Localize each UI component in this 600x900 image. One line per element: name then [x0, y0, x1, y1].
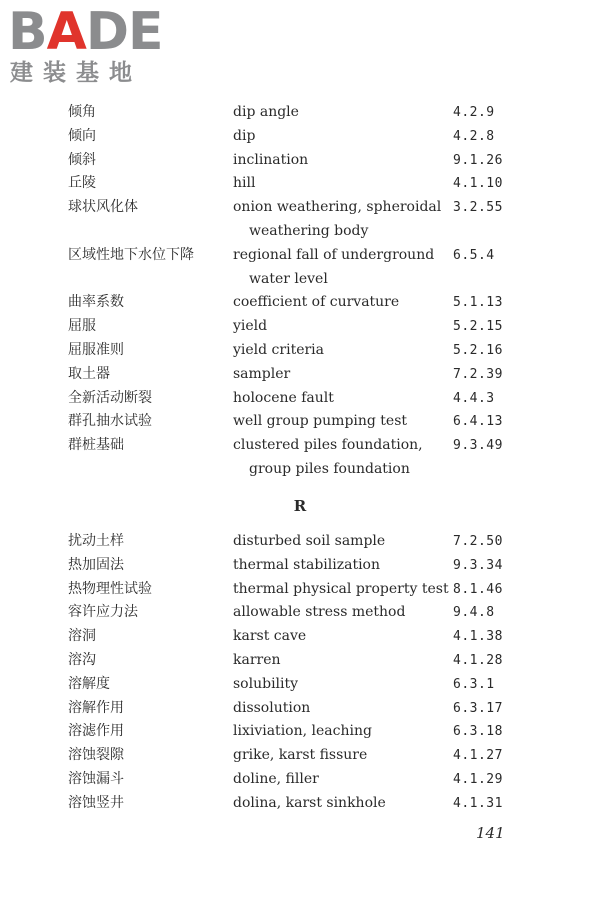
entry-chinese-term: 容许应力法 — [68, 604, 138, 621]
entry-english-term — [233, 768, 448, 792]
entry-english-line: karren — [233, 651, 281, 668]
entry-chinese-term: 球状风化体 — [68, 199, 138, 216]
entry-section-ref: 5.2.16 — [453, 342, 503, 358]
entry-chinese-term: 溶解度 — [68, 675, 110, 692]
entry-english-term — [233, 149, 448, 173]
entry-english-line: thermal stabilization — [233, 556, 380, 573]
entry-english-term — [233, 315, 448, 339]
entry-english-line: water level — [249, 270, 328, 287]
glossary-entry — [0, 196, 600, 244]
entry-chinese-term: 溶解作用 — [68, 699, 124, 716]
entry-english-term — [233, 196, 448, 244]
entry-section-ref: 5.1.13 — [453, 295, 503, 311]
entry-english-line: yield — [233, 318, 268, 335]
entry-chinese-term: 全新活动断裂 — [68, 389, 152, 406]
entry-english-line: group piles foundation — [249, 460, 410, 477]
glossary-entry — [0, 744, 600, 768]
entry-english-line: well group pumping test — [233, 413, 408, 430]
entry-english-line: dip angle — [233, 104, 299, 120]
logo-wordmark: BADE — [8, 2, 163, 62]
glossary-entry — [0, 315, 600, 339]
glossary-entry — [0, 578, 600, 602]
glossary-entry — [0, 101, 600, 125]
entry-section-ref: 7.2.50 — [453, 534, 503, 549]
entry-chinese-term: 溶蚀漏斗 — [68, 770, 124, 787]
entry-english-term — [233, 697, 448, 721]
entry-section-ref: 4.1.31 — [453, 795, 503, 811]
entry-english-line: weathering body — [249, 222, 369, 239]
entry-english-term — [233, 387, 448, 411]
glossary-entry — [0, 149, 600, 173]
entry-chinese-term: 倾斜 — [68, 151, 96, 168]
glossary-list-q — [0, 101, 600, 482]
glossary-entry — [0, 697, 600, 721]
entry-english-line: dolina, karst sinkhole — [233, 794, 386, 811]
entry-chinese-term: 屈服 — [68, 318, 96, 335]
entry-english-term — [233, 434, 448, 482]
page-number: 141 — [476, 824, 505, 842]
entry-english-term — [233, 554, 448, 578]
entry-chinese-term: 取土器 — [68, 365, 110, 382]
entry-section-ref: 9.4.8 — [453, 605, 495, 621]
entry-chinese-term: 群桩基础 — [68, 437, 124, 454]
entry-english-line: thermal physical property test — [233, 580, 449, 597]
glossary-entry — [0, 530, 600, 554]
entry-english-term — [233, 744, 448, 768]
entry-section-ref: 9.3.49 — [453, 438, 503, 454]
entry-chinese-term: 群孔抽水试验 — [68, 413, 152, 430]
entry-chinese-term: 溶滤作用 — [68, 723, 124, 740]
entry-english-line: allowable stress method — [233, 604, 406, 621]
glossary-entry — [0, 625, 600, 649]
entry-english-term — [233, 101, 448, 125]
entry-section-ref: 4.1.38 — [453, 629, 503, 645]
entry-english-term — [233, 363, 448, 387]
entry-english-line: dissolution — [233, 699, 311, 716]
entry-english-term — [233, 649, 448, 673]
entry-english-term — [233, 601, 448, 625]
glossary-entry — [0, 649, 600, 673]
glossary-entry — [0, 339, 600, 363]
entry-english-term — [233, 673, 448, 697]
entry-english-term — [233, 172, 448, 196]
entry-chinese-term: 倾角 — [68, 104, 96, 120]
entry-english-line: dip — [233, 127, 256, 144]
entry-section-ref: 6.3.18 — [453, 724, 503, 740]
glossary-entry — [0, 410, 600, 434]
entry-english-line: disturbed soil sample — [233, 533, 386, 549]
entry-english-line: solubility — [233, 675, 299, 692]
glossary-entry — [0, 172, 600, 196]
entry-chinese-term: 扰动土样 — [68, 533, 124, 549]
entry-english-line: coefficient of curvature — [233, 294, 400, 311]
glossary-entry — [0, 554, 600, 578]
entry-chinese-term: 倾向 — [68, 127, 96, 144]
entry-english-term — [233, 792, 448, 816]
entry-english-line: grike, karst fissure — [233, 747, 368, 764]
entry-english-term — [233, 125, 448, 149]
entry-english-term — [233, 244, 448, 292]
entry-english-line: sampler — [233, 365, 291, 382]
entry-english-line: inclination — [233, 151, 309, 168]
entry-english-line: karst cave — [233, 628, 307, 645]
entry-section-ref: 6.5.4 — [453, 247, 495, 263]
entry-section-ref: 4.1.10 — [453, 176, 503, 192]
section-heading: R — [293, 497, 307, 515]
entry-section-ref: 9.3.34 — [453, 557, 503, 573]
glossary-list-r — [0, 530, 600, 816]
entry-section-ref: 6.3.17 — [453, 700, 503, 716]
entry-chinese-term: 曲率系数 — [68, 294, 124, 311]
entry-chinese-term: 屈服准则 — [68, 341, 124, 358]
entry-english-line: regional fall of underground — [233, 246, 435, 263]
entry-chinese-term: 溶蚀竖井 — [68, 794, 124, 811]
bade-logo — [8, 4, 178, 88]
entry-english-term — [233, 578, 448, 602]
entry-section-ref: 6.3.1 — [453, 676, 495, 692]
glossary-entry — [0, 387, 600, 411]
glossary-entry — [0, 363, 600, 387]
glossary-entry — [0, 768, 600, 792]
entry-section-ref: 3.2.55 — [453, 200, 503, 216]
entry-english-term — [233, 530, 448, 554]
entry-english-line: doline, filler — [233, 770, 319, 787]
entry-english-term — [233, 339, 448, 363]
glossary-entry — [0, 792, 600, 816]
entry-chinese-term: 溶蚀裂隙 — [68, 747, 124, 764]
entry-section-ref: 4.2.9 — [453, 105, 495, 120]
glossary-entry — [0, 434, 600, 482]
entry-english-line: yield criteria — [233, 341, 324, 358]
entry-section-ref: 4.1.27 — [453, 748, 503, 764]
entry-english-term — [233, 720, 448, 744]
entry-section-ref: 4.1.29 — [453, 771, 503, 787]
glossary-entry — [0, 673, 600, 697]
entry-chinese-term: 丘陵 — [68, 175, 96, 192]
entry-section-ref: 8.1.46 — [453, 581, 503, 597]
entry-english-term — [233, 291, 448, 315]
entry-section-ref: 4.2.8 — [453, 128, 495, 144]
entry-chinese-term: 区域性地下水位下降 — [68, 246, 194, 263]
entry-english-line: hill — [233, 175, 256, 192]
glossary-entry — [0, 601, 600, 625]
glossary-entry — [0, 720, 600, 744]
entry-english-term — [233, 410, 448, 434]
entry-section-ref: 5.2.15 — [453, 319, 503, 335]
glossary-entry — [0, 125, 600, 149]
entry-section-ref: 4.1.28 — [453, 652, 503, 668]
glossary-entry — [0, 244, 600, 292]
entry-chinese-term: 热加固法 — [68, 556, 124, 573]
entry-section-ref: 7.2.39 — [453, 366, 503, 382]
entry-english-line: onion weathering, spheroidal — [233, 199, 442, 216]
entry-section-ref: 9.1.26 — [453, 152, 503, 168]
entry-chinese-term: 溶沟 — [68, 651, 96, 668]
entry-english-line: holocene fault — [233, 389, 334, 406]
entry-english-term — [233, 625, 448, 649]
entry-english-line: lixiviation, leaching — [233, 723, 372, 740]
entry-section-ref: 4.4.3 — [453, 390, 495, 406]
entry-chinese-term: 热物理性试验 — [68, 580, 152, 597]
entry-chinese-term: 溶洞 — [68, 628, 96, 645]
entry-english-line: clustered piles foundation, — [233, 437, 423, 454]
glossary-entry — [0, 291, 600, 315]
entry-section-ref: 6.4.13 — [453, 414, 503, 430]
logo-chinese-text: 建装基地 — [10, 60, 142, 86]
